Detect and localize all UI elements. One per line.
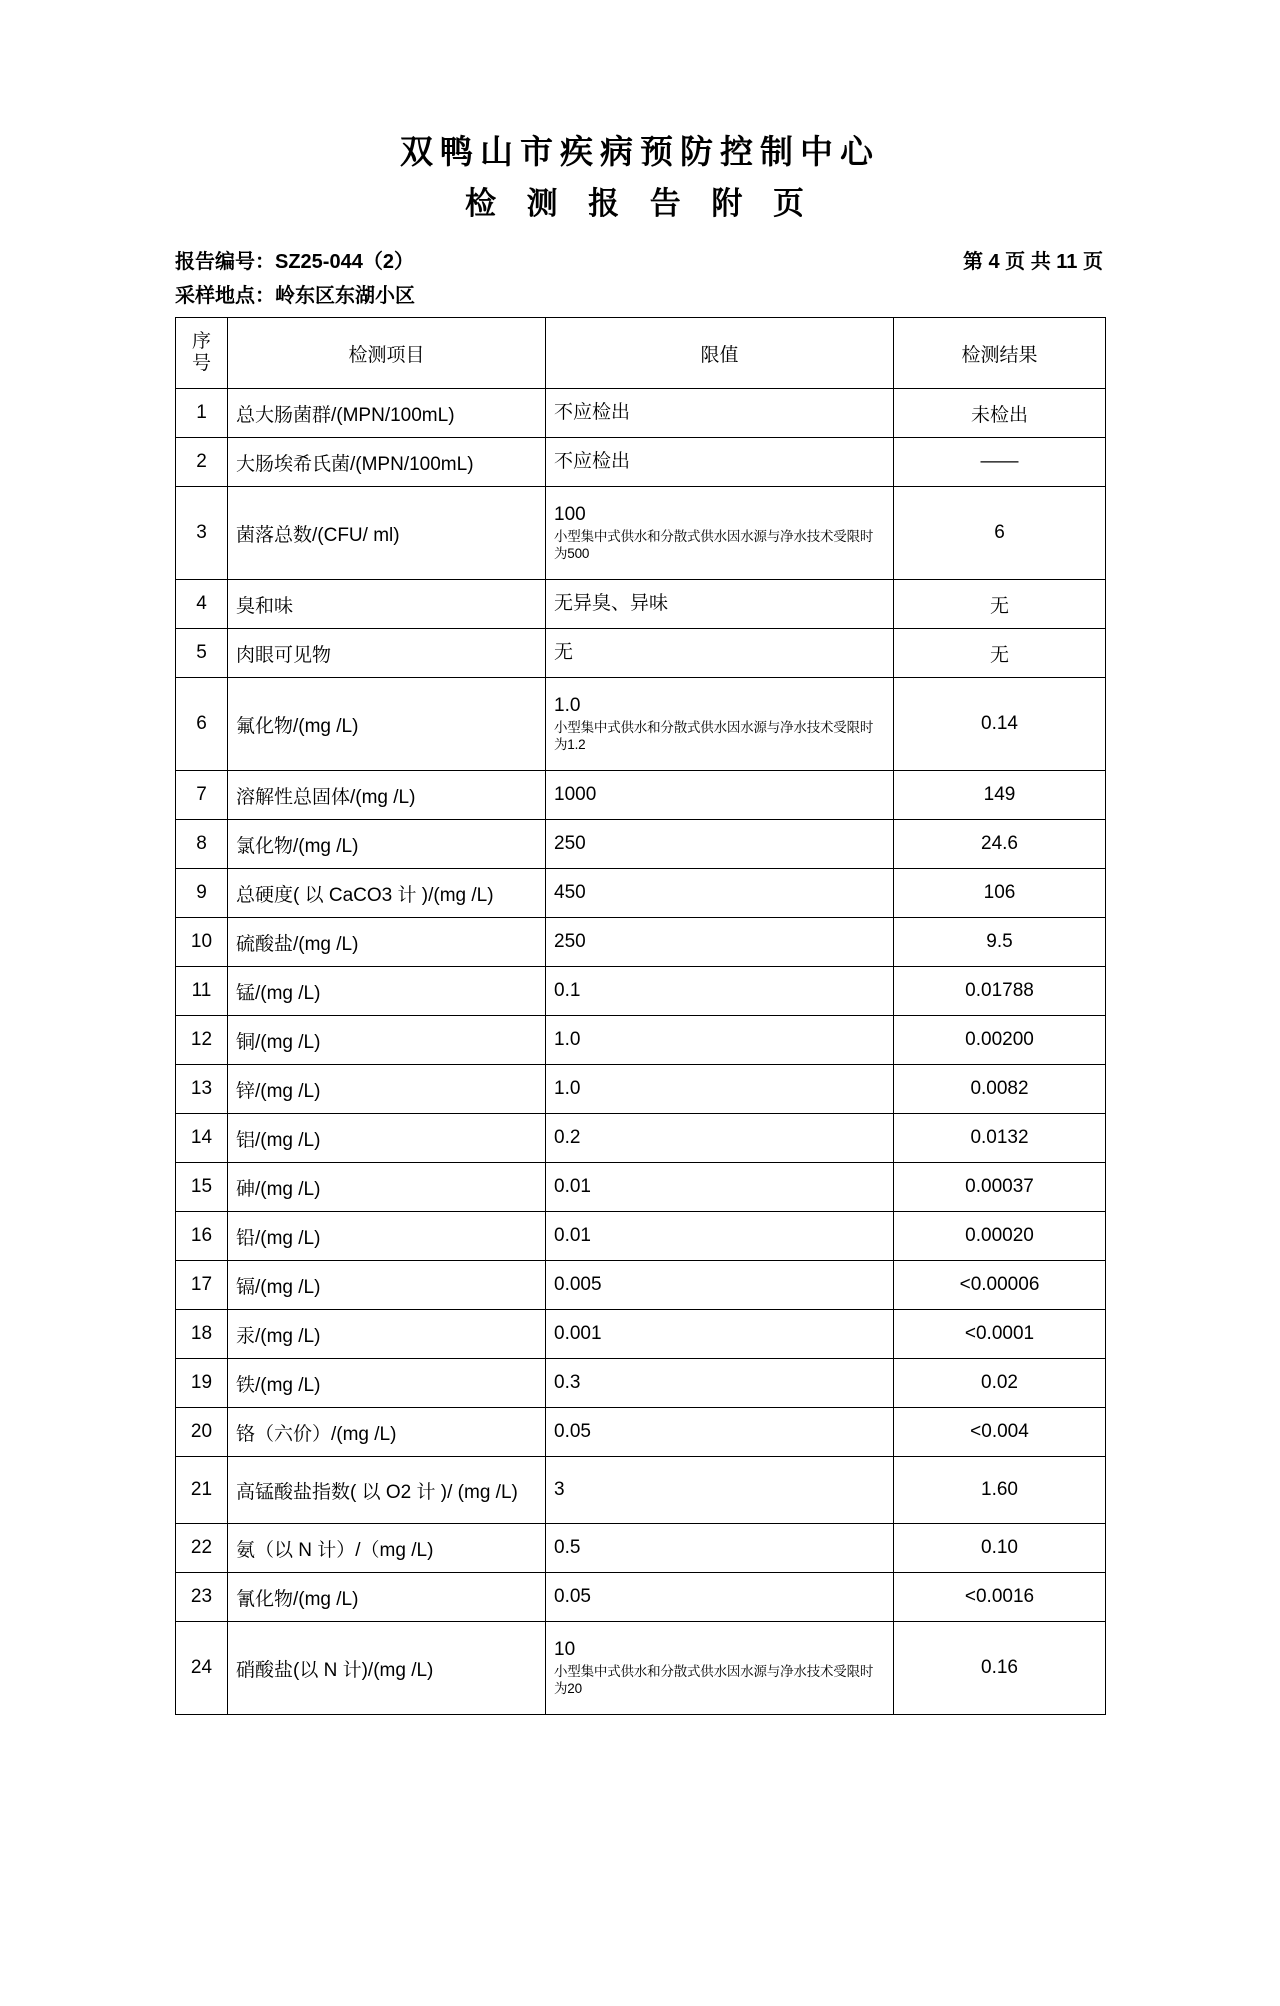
limit-value: 1.0 [554,695,581,717]
cell-result: 6 [894,487,1106,580]
limit-value: 0.5 [554,1536,581,1558]
cell-test-item: 锰/(mg /L) [228,967,546,1016]
table-row [176,1065,1106,1114]
cell-test-item: 砷/(mg /L) [228,1163,546,1212]
cell-test-item: 汞/(mg /L) [228,1310,546,1359]
limit-value: 无异臭、异味 [554,592,669,614]
cell-limit [546,1408,894,1457]
limit-value: 0.1 [554,979,581,1001]
cell-index: 4 [176,580,228,629]
cell-index: 1 [176,389,228,438]
cell-result: <0.0016 [894,1573,1106,1622]
cell-result: 无 [894,629,1106,678]
column-header-index [176,318,228,389]
column-header-index-line1: 序 [191,331,211,353]
limit-value: 0.01 [554,1175,591,1197]
table-row [176,1261,1106,1310]
cell-index: 11 [176,967,228,1016]
table-row [176,1408,1106,1457]
cell-result: 9.5 [894,918,1106,967]
cell-result: 0.00200 [894,1016,1106,1065]
cell-index: 8 [176,820,228,869]
cell-limit [546,1573,894,1622]
cell-test-item: 锌/(mg /L) [228,1065,546,1114]
cell-limit [546,820,894,869]
cell-result: 0.00037 [894,1163,1106,1212]
limit-value: 0.001 [554,1322,602,1344]
limit-value: 1000 [554,783,597,805]
cell-index: 15 [176,1163,228,1212]
meta-row-bottom [175,279,1105,309]
table-row [176,629,1106,678]
cell-test-item: 铬（六价）/(mg /L) [228,1408,546,1457]
cell-test-item: 氯化物/(mg /L) [228,820,546,869]
limit-value: 3 [554,1478,565,1500]
column-header-result: 检测结果 [894,318,1106,389]
column-header-item: 检测项目 [228,318,546,389]
cell-limit [546,1359,894,1408]
cell-limit [546,918,894,967]
cell-result: 24.6 [894,820,1106,869]
limit-value: 450 [554,881,586,903]
cell-test-item: 肉眼可见物 [228,629,546,678]
limit-value: 不应检出 [554,450,631,472]
cell-test-item: 臭和味 [228,580,546,629]
cell-result: 0.02 [894,1359,1106,1408]
cell-result: 149 [894,771,1106,820]
column-header-index-line2: 号 [191,353,211,375]
limit-value: 250 [554,832,586,854]
cell-result: 0.0082 [894,1065,1106,1114]
cell-limit [546,487,894,580]
cell-test-item: 高锰酸盐指数( 以 O2 计 )/ (mg /L) [228,1457,546,1524]
cell-limit [546,1261,894,1310]
cell-limit [546,1457,894,1524]
cell-test-item: 大肠埃希氏菌/(MPN/100mL) [228,438,546,487]
limit-value: 0.05 [554,1420,591,1442]
cell-test-item: 铅/(mg /L) [228,1212,546,1261]
cell-test-item: 硝酸盐(以 N 计)/(mg /L) [228,1622,546,1715]
cell-result: 0.10 [894,1524,1106,1573]
cell-result: 0.01788 [894,967,1106,1016]
cell-index: 24 [176,1622,228,1715]
cell-limit [546,1212,894,1261]
cell-test-item: 镉/(mg /L) [228,1261,546,1310]
meta-row-top [175,245,1105,275]
table-row [176,771,1106,820]
cell-result: 未检出 [894,389,1106,438]
cell-result: —— [894,438,1106,487]
organization-title: 双鸭山市疾病预防控制中心 [400,133,880,170]
cell-test-item: 总硬度( 以 CaCO3 计 )/(mg /L) [228,869,546,918]
cell-index: 12 [176,1016,228,1065]
cell-index: 18 [176,1310,228,1359]
cell-result: 0.00020 [894,1212,1106,1261]
cell-limit [546,967,894,1016]
limit-note: 小型集中式供水和分散式供水因水源与净水技术受限时为500 [554,529,874,561]
cell-limit [546,1065,894,1114]
cell-test-item: 氨（以 N 计）/（mg /L) [228,1524,546,1573]
cell-limit [546,1310,894,1359]
cell-test-item: 溶解性总固体/(mg /L) [228,771,546,820]
sampling-location: 采样地点：岭东区东湖小区 [175,285,415,308]
cell-limit [546,389,894,438]
cell-index: 22 [176,1524,228,1573]
cell-index: 9 [176,869,228,918]
cell-result: 0.0132 [894,1114,1106,1163]
limit-value: 1.0 [554,1077,581,1099]
cell-limit [546,1524,894,1573]
cell-index: 19 [176,1359,228,1408]
cell-limit [546,869,894,918]
cell-test-item: 铝/(mg /L) [228,1114,546,1163]
cell-index: 3 [176,487,228,580]
table-row [176,678,1106,771]
cell-test-item: 铜/(mg /L) [228,1016,546,1065]
table-header-row [176,318,1106,389]
cell-result: 0.14 [894,678,1106,771]
cell-index: 10 [176,918,228,967]
limit-value: 不应检出 [554,401,631,423]
table-row [176,487,1106,580]
table-row [176,820,1106,869]
cell-test-item: 铁/(mg /L) [228,1359,546,1408]
table-row [176,1114,1106,1163]
cell-test-item: 菌落总数/(CFU/ ml) [228,487,546,580]
limit-value: 1.0 [554,1028,581,1050]
table-row [176,1163,1106,1212]
cell-result: 0.16 [894,1622,1106,1715]
limit-value: 0.3 [554,1371,581,1393]
cell-index: 23 [176,1573,228,1622]
column-header-limit: 限值 [546,318,894,389]
cell-limit [546,1163,894,1212]
cell-result: <0.0001 [894,1310,1106,1359]
test-results-table [175,317,1106,1715]
table-row [176,1622,1106,1715]
report-number: 报告编号：SZ25-044（2） [175,251,414,274]
limit-value: 无 [554,641,574,663]
cell-index: 5 [176,629,228,678]
cell-index: 6 [176,678,228,771]
cell-result: 106 [894,869,1106,918]
cell-index: 14 [176,1114,228,1163]
table-row [176,1310,1106,1359]
table-row [176,1016,1106,1065]
cell-index: 21 [176,1457,228,1524]
table-row [176,869,1106,918]
cell-index: 16 [176,1212,228,1261]
table-row [176,1524,1106,1573]
table-row [176,1212,1106,1261]
limit-value: 0.005 [554,1273,602,1295]
cell-limit [546,678,894,771]
table-row [176,967,1106,1016]
cell-result: 无 [894,580,1106,629]
cell-result: 1.60 [894,1457,1106,1524]
limit-note: 小型集中式供水和分散式供水因水源与净水技术受限时为1.2 [554,720,874,752]
cell-test-item: 总大肠菌群/(MPN/100mL) [228,389,546,438]
table-row [176,1457,1106,1524]
cell-limit [546,1114,894,1163]
cell-limit [546,438,894,487]
table-row [176,1573,1106,1622]
cell-test-item: 氟化物/(mg /L) [228,678,546,771]
limit-note: 小型集中式供水和分散式供水因水源与净水技术受限时为20 [554,1664,874,1696]
limit-value: 0.01 [554,1224,591,1246]
document-title: 检 测 报 告 附 页 [464,185,816,221]
table-row [176,918,1106,967]
table-row [176,580,1106,629]
limit-value: 0.2 [554,1126,581,1148]
table-row [176,389,1106,438]
cell-index: 2 [176,438,228,487]
limit-value: 250 [554,930,586,952]
cell-test-item: 硫酸盐/(mg /L) [228,918,546,967]
table-row [176,438,1106,487]
table-row [176,1359,1106,1408]
cell-limit [546,629,894,678]
cell-result: <0.004 [894,1408,1106,1457]
limit-value: 0.05 [554,1585,591,1607]
page-number: 第 4 页 共 11 页 [962,251,1103,274]
cell-index: 20 [176,1408,228,1457]
cell-limit [546,771,894,820]
cell-limit [546,1622,894,1715]
limit-value: 100 [554,504,586,526]
document-body [175,130,1105,1715]
cell-index: 7 [176,771,228,820]
cell-limit [546,1016,894,1065]
cell-result: <0.00006 [894,1261,1106,1310]
cell-index: 17 [176,1261,228,1310]
cell-index: 13 [176,1065,228,1114]
cell-limit [546,580,894,629]
cell-test-item: 氰化物/(mg /L) [228,1573,546,1622]
limit-value: 10 [554,1639,576,1661]
